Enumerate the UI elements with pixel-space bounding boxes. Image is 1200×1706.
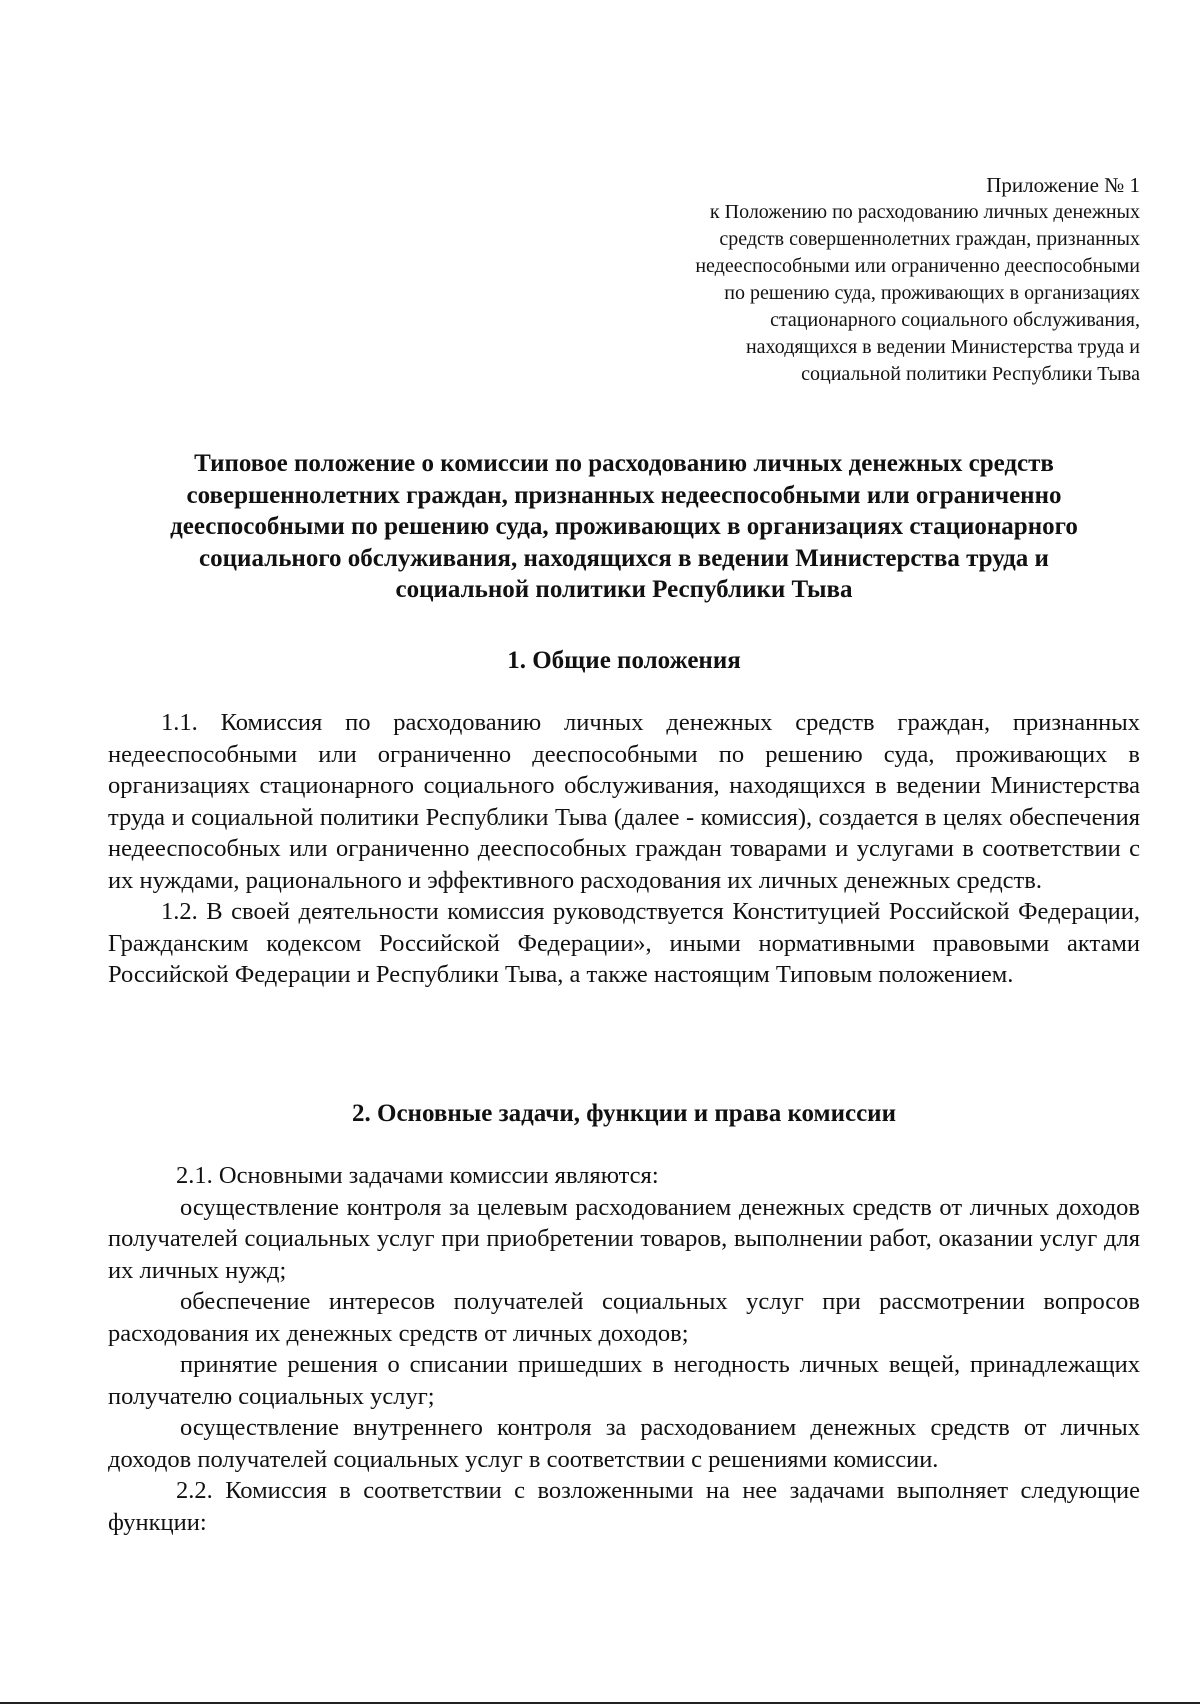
title-line: дееспособными по решению суда, проживающих в организациях стационарного bbox=[170, 513, 1078, 540]
title-line: совершеннолетних граждан, признанных недееспособными или ограниченно bbox=[186, 481, 1062, 509]
appendix-line: к Положению по расходованию личных денежных bbox=[709, 201, 1140, 223]
paragraph-2-1: 2.1. Основными задачами комиссии являются: bbox=[176, 1162, 659, 1189]
section-2-body bbox=[108, 1160, 1140, 1538]
scan-edge-line bbox=[0, 1702, 1200, 1704]
task-item: обеспечение интересов получателей социальных услуг при рассмотрении вопросов расходования их денежных средств от личных доходов; bbox=[108, 1288, 1140, 1347]
section-1-heading: 1. Общие положения bbox=[507, 647, 741, 674]
appendix-line: по решению суда, проживающих в организациях bbox=[724, 282, 1140, 304]
document-title bbox=[108, 448, 1140, 606]
paragraph-2-2: 2.2. Комиссия в соответствии с возложенными на нее задачами выполняет следующие функции: bbox=[108, 1477, 1140, 1536]
title-line: социального обслуживания, находящихся в ведении Министерства труда и bbox=[199, 544, 1049, 572]
appendix-number: Приложение № 1 bbox=[986, 173, 1140, 197]
task-item: осуществление контроля за целевым расходованием денежных средств от личных доходов получателей социальных услуг при приобретении товаров, выполнении работ, оказании услуг для их личных нужд; bbox=[108, 1193, 1140, 1284]
task-item: осуществление внутреннего контроля за расходованием денежных средств от личных доходов получателей социальных услуг в соответствии с решениями комиссии. bbox=[108, 1414, 1140, 1473]
appendix-line: находящихся в ведении Министерства труда и bbox=[745, 336, 1140, 358]
appendix-line: средств совершеннолетних граждан, признанных bbox=[719, 228, 1140, 250]
appendix-block bbox=[560, 172, 1140, 388]
section-1-body bbox=[108, 707, 1140, 991]
task-item: принятие решения о списании пришедших в негодность личных вещей, принадлежащих получателю социальных услуг; bbox=[108, 1351, 1140, 1410]
title-line: социальной политики Республики Тыва bbox=[395, 576, 853, 603]
appendix-line: социальной политики Республики Тыва bbox=[801, 363, 1140, 385]
paragraph-1-1: 1.1. Комиссия по расходованию личных денежных средств граждан, признанных недееспособными или ограниченно дееспособными по решению суда, проживающих в организациях стационарного социального обслуживания, находящихся в ведении Министерства труда и социальной политики Республики Тыва (далее - комиссия), создается в целях обеспечения недееспособных или ограниченно дееспособных граждан товарами и услугами в соответствии с их нуждами, рационального и эффективного расходования их личных денежных средств. bbox=[108, 709, 1140, 894]
title-line: Типовое положение о комиссии по расходованию личных денежных средств bbox=[194, 450, 1054, 477]
section-2-heading: 2. Основные задачи, функции и права комиссии bbox=[352, 1100, 896, 1127]
paragraph-1-2: 1.2. В своей деятельности комиссия руководствуется Конституцией Российской Федерации, Гражданским кодексом Российской Федерации», иными нормативными правовыми актами Российской Федерации и Республики Тыва, а также настоящим Типовым положением. bbox=[108, 898, 1140, 988]
appendix-line: недееспособными или ограниченно дееспособными bbox=[695, 255, 1140, 277]
appendix-line: стационарного социального обслуживания, bbox=[770, 309, 1140, 331]
